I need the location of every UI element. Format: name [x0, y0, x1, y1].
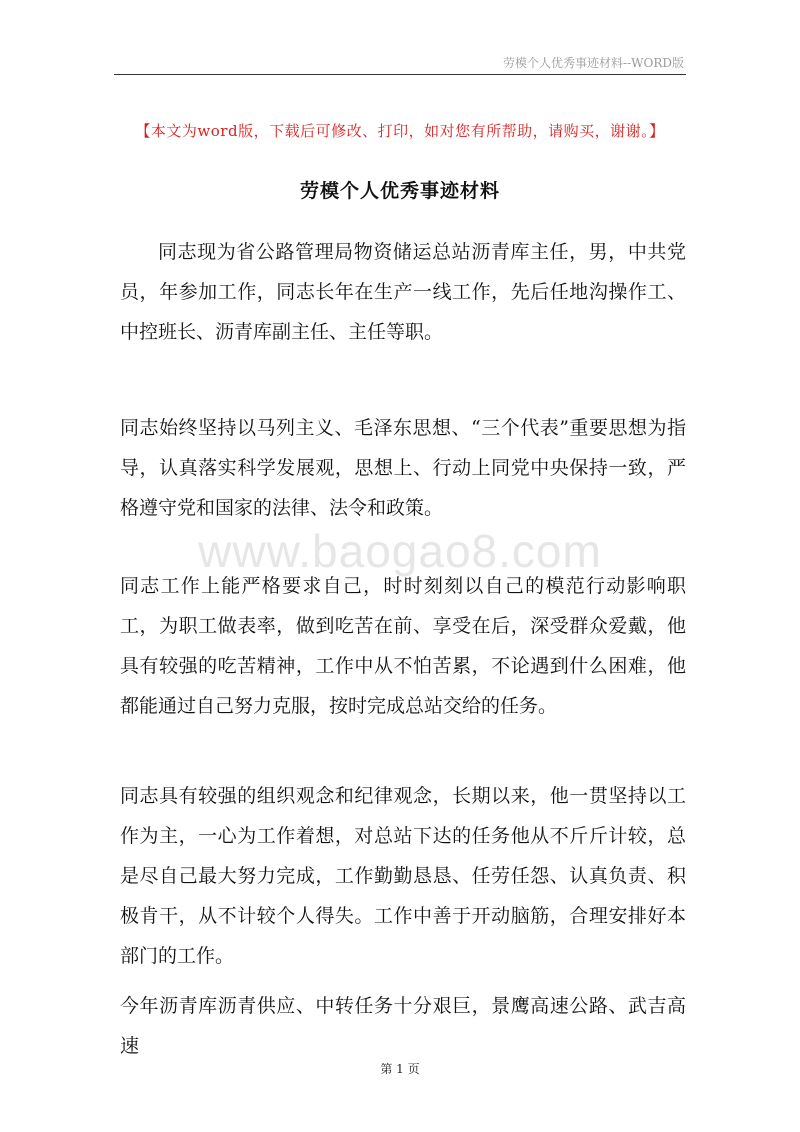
paragraph-1: 同志现为省公路管理局物资储运总站沥青库主任，男，中共党员，年参加工作，同志长年在生产一线工作，先后任地沟操作工、中控班长、沥青库副主任、主任等职。: [120, 241, 686, 343]
header-divider: [114, 74, 686, 75]
paragraph-3: 同志工作上能严格要求自己，时时刻刻以自己的模范行动影响职工，为职工做表率，做到吃苦在前、享受在后，深受群众爱戴，他具有较强的吃苦精神，工作中从不怕苦累，不论遇到什么困难，他都能通过自己努力克服，按时完成总站交给的任务。: [120, 575, 686, 717]
page-number: 第 1 页: [380, 1062, 420, 1076]
paragraph-2: 同志始终坚持以马列主义、毛泽东思想、“三个代表”重要思想为指导，认真落实科学发展观，思想上、行动上同党中央保持一致，严格遵守党和国家的法律、法令和政策。: [120, 417, 686, 519]
purchase-notice: 【本文为word版，下载后可修改、打印，如对您有所帮助，请购买，谢谢。】: [135, 122, 665, 140]
paragraph-4: 同志具有较强的组织观念和纪律观念，长期以来，他一贯坚持以工作为主，一心为工作着想，对总站下达的任务他从不斤斤计较，总是尽自己最大努力完成，工作勤勤恳恳、任劳任怨、认真负责、积极肯干，从不计较个人得失。工作中善于开动脑筋，合理安排好本部门的工作。: [120, 785, 686, 967]
document-title: 劳模个人优秀事迹材料: [299, 180, 500, 202]
running-header: 劳模个人优秀事迹材料--WORD版: [503, 56, 684, 70]
paragraph-5: 今年沥青库沥青供应、中转任务十分艰巨，景鹰高速公路、武吉高速: [120, 995, 686, 1057]
site-watermark: www.baogao8.com: [198, 525, 602, 577]
